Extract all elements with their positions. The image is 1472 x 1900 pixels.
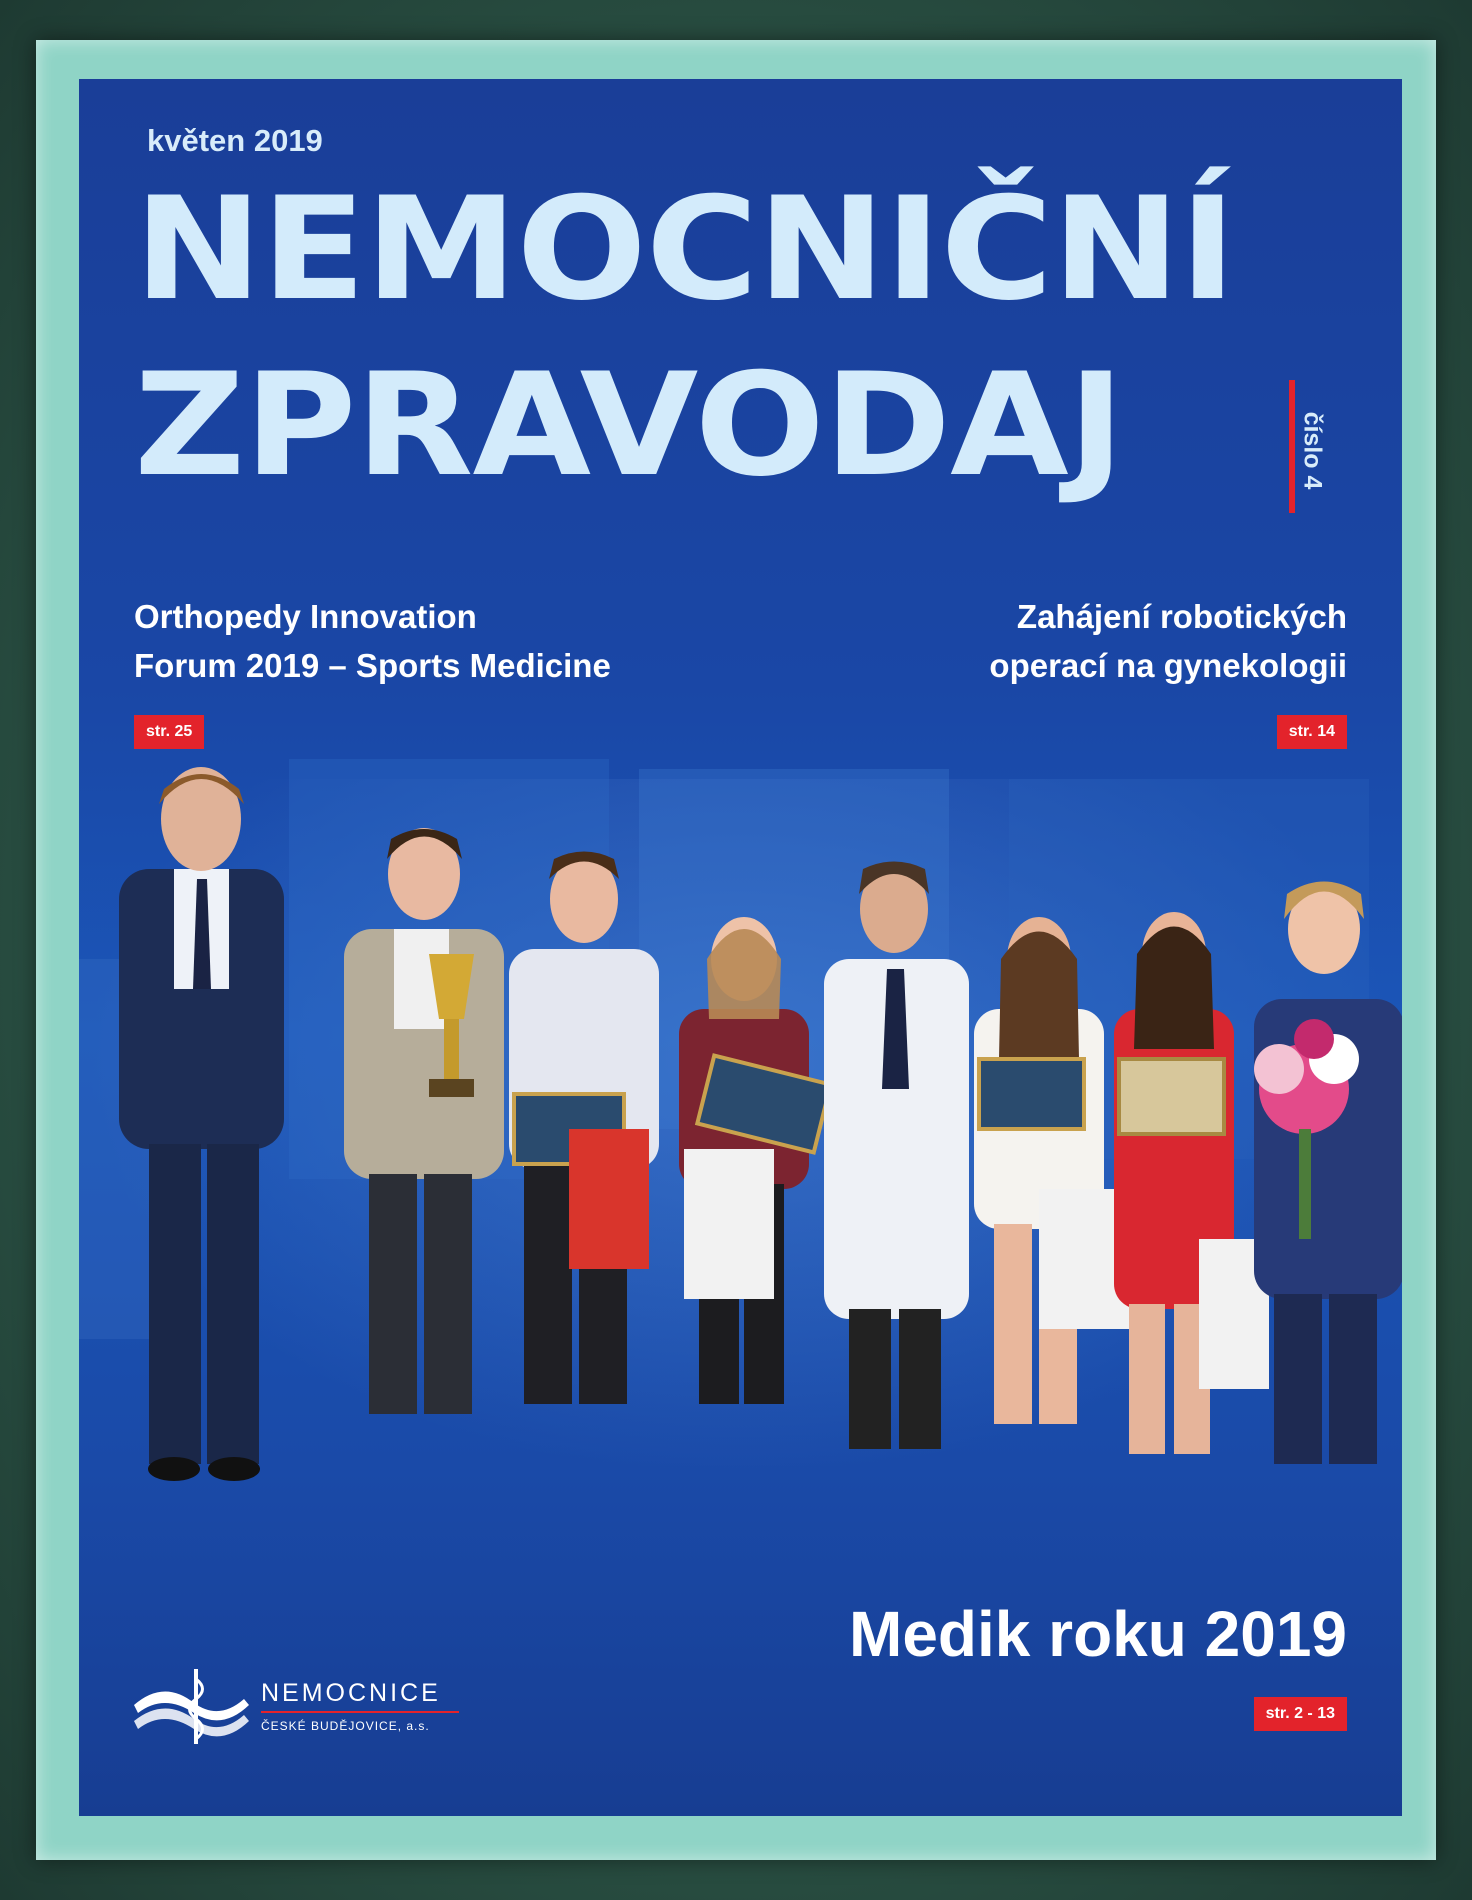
masthead-line-2: ZPRAVODAJ: [134, 343, 1124, 508]
logo-underline: [261, 1711, 459, 1713]
story-right[interactable]: [787, 592, 1347, 690]
cover-photo: [79, 759, 1402, 1649]
person-1: [119, 767, 284, 1481]
story-left-line2: Forum 2019 – Sports Medicine: [134, 647, 611, 684]
issue-divider: [1289, 380, 1295, 513]
masthead-line-1: NEMOCNIČNÍ: [134, 167, 1236, 332]
main-headline[interactable]: Medik roku 2019: [849, 1598, 1347, 1670]
story-left-line1: Orthopedy Innovation: [134, 598, 477, 635]
logo-city: ČESKÉ BUDĚJOVICE, a.s.: [261, 1719, 430, 1733]
issue-number-text: číslo 4: [1298, 411, 1327, 489]
story-right-page-tag: str. 14: [1277, 715, 1347, 749]
story-right-line1: Zahájení robotických: [1016, 598, 1347, 635]
story-right-line2: operací na gynekologii: [989, 647, 1347, 684]
logo-name: NEMOCNICE: [261, 1679, 441, 1707]
issue-number: [1297, 390, 1327, 510]
main-story-page-tag: str. 2 - 13: [1254, 1697, 1347, 1731]
story-left[interactable]: [134, 592, 774, 690]
story-left-page-tag: str. 25: [134, 715, 204, 749]
issue-date: květen 2019: [147, 123, 323, 158]
magazine-cover: [79, 79, 1402, 1816]
